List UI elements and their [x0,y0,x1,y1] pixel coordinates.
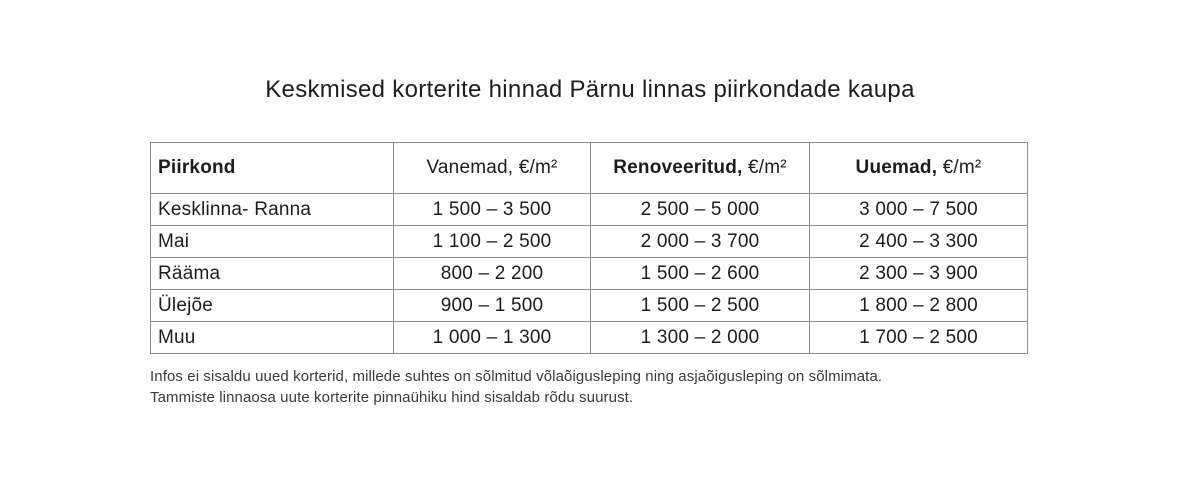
col-header-renoveeritud-unit: €/m² [742,157,787,178]
price-range-cell: 2 000 – 3 700 [591,226,810,258]
table-row [151,290,1028,322]
col-header-renoveeritud [591,143,810,194]
price-range-cell: 1 800 – 2 800 [810,290,1028,322]
price-table-body [151,194,1028,354]
district-cell: Kesklinna- Ranna [151,194,394,226]
header-row [151,143,1028,194]
price-range-cell: 2 500 – 5 000 [591,194,810,226]
table-row [151,322,1028,354]
price-table [150,142,1028,354]
col-header-uuemad [810,143,1028,194]
district-cell: Ülejõe [151,290,394,322]
footnote-line-1: Infos ei sisaldu uued korterid, millede suhtes on sõlmitud võlaõigusleping ning asjaõigusleping on sõlmimata. [150,368,883,385]
price-range-cell: 800 – 2 200 [394,258,591,290]
price-range-cell: 3 000 – 7 500 [810,194,1028,226]
price-range-cell: 1 100 – 2 500 [394,226,591,258]
district-cell: Rääma [151,258,394,290]
page-title: Keskmised korterite hinnad Pärnu linnas piirkondade kaupa [265,76,915,103]
price-range-cell: 1 700 – 2 500 [810,322,1028,354]
price-range-cell: 1 500 – 3 500 [394,194,591,226]
col-header-piirkond: Piirkond [151,143,394,194]
table-row [151,226,1028,258]
footnote-line-2: Tammiste linnaosa uute korterite pinnaühiku hind sisaldab rõdu suurust. [150,389,634,406]
col-header-uuemad-name: Uuemad, [855,157,938,178]
col-header-uuemad-unit: €/m² [937,157,982,178]
price-range-cell: 900 – 1 500 [394,290,591,322]
price-range-cell: 2 300 – 3 900 [810,258,1028,290]
footnotes [150,366,882,408]
table-row [151,194,1028,226]
col-header-renoveeritud-name: Renoveeritud, [613,157,743,178]
price-range-cell: 2 400 – 3 300 [810,226,1028,258]
district-cell: Muu [151,322,394,354]
table-row [151,258,1028,290]
price-range-cell: 1 000 – 1 300 [394,322,591,354]
district-cell: Mai [151,226,394,258]
price-range-cell: 1 500 – 2 500 [591,290,810,322]
price-range-cell: 1 500 – 2 600 [591,258,810,290]
col-header-vanemad: Vanemad, €/m² [394,143,591,194]
price-range-cell: 1 300 – 2 000 [591,322,810,354]
